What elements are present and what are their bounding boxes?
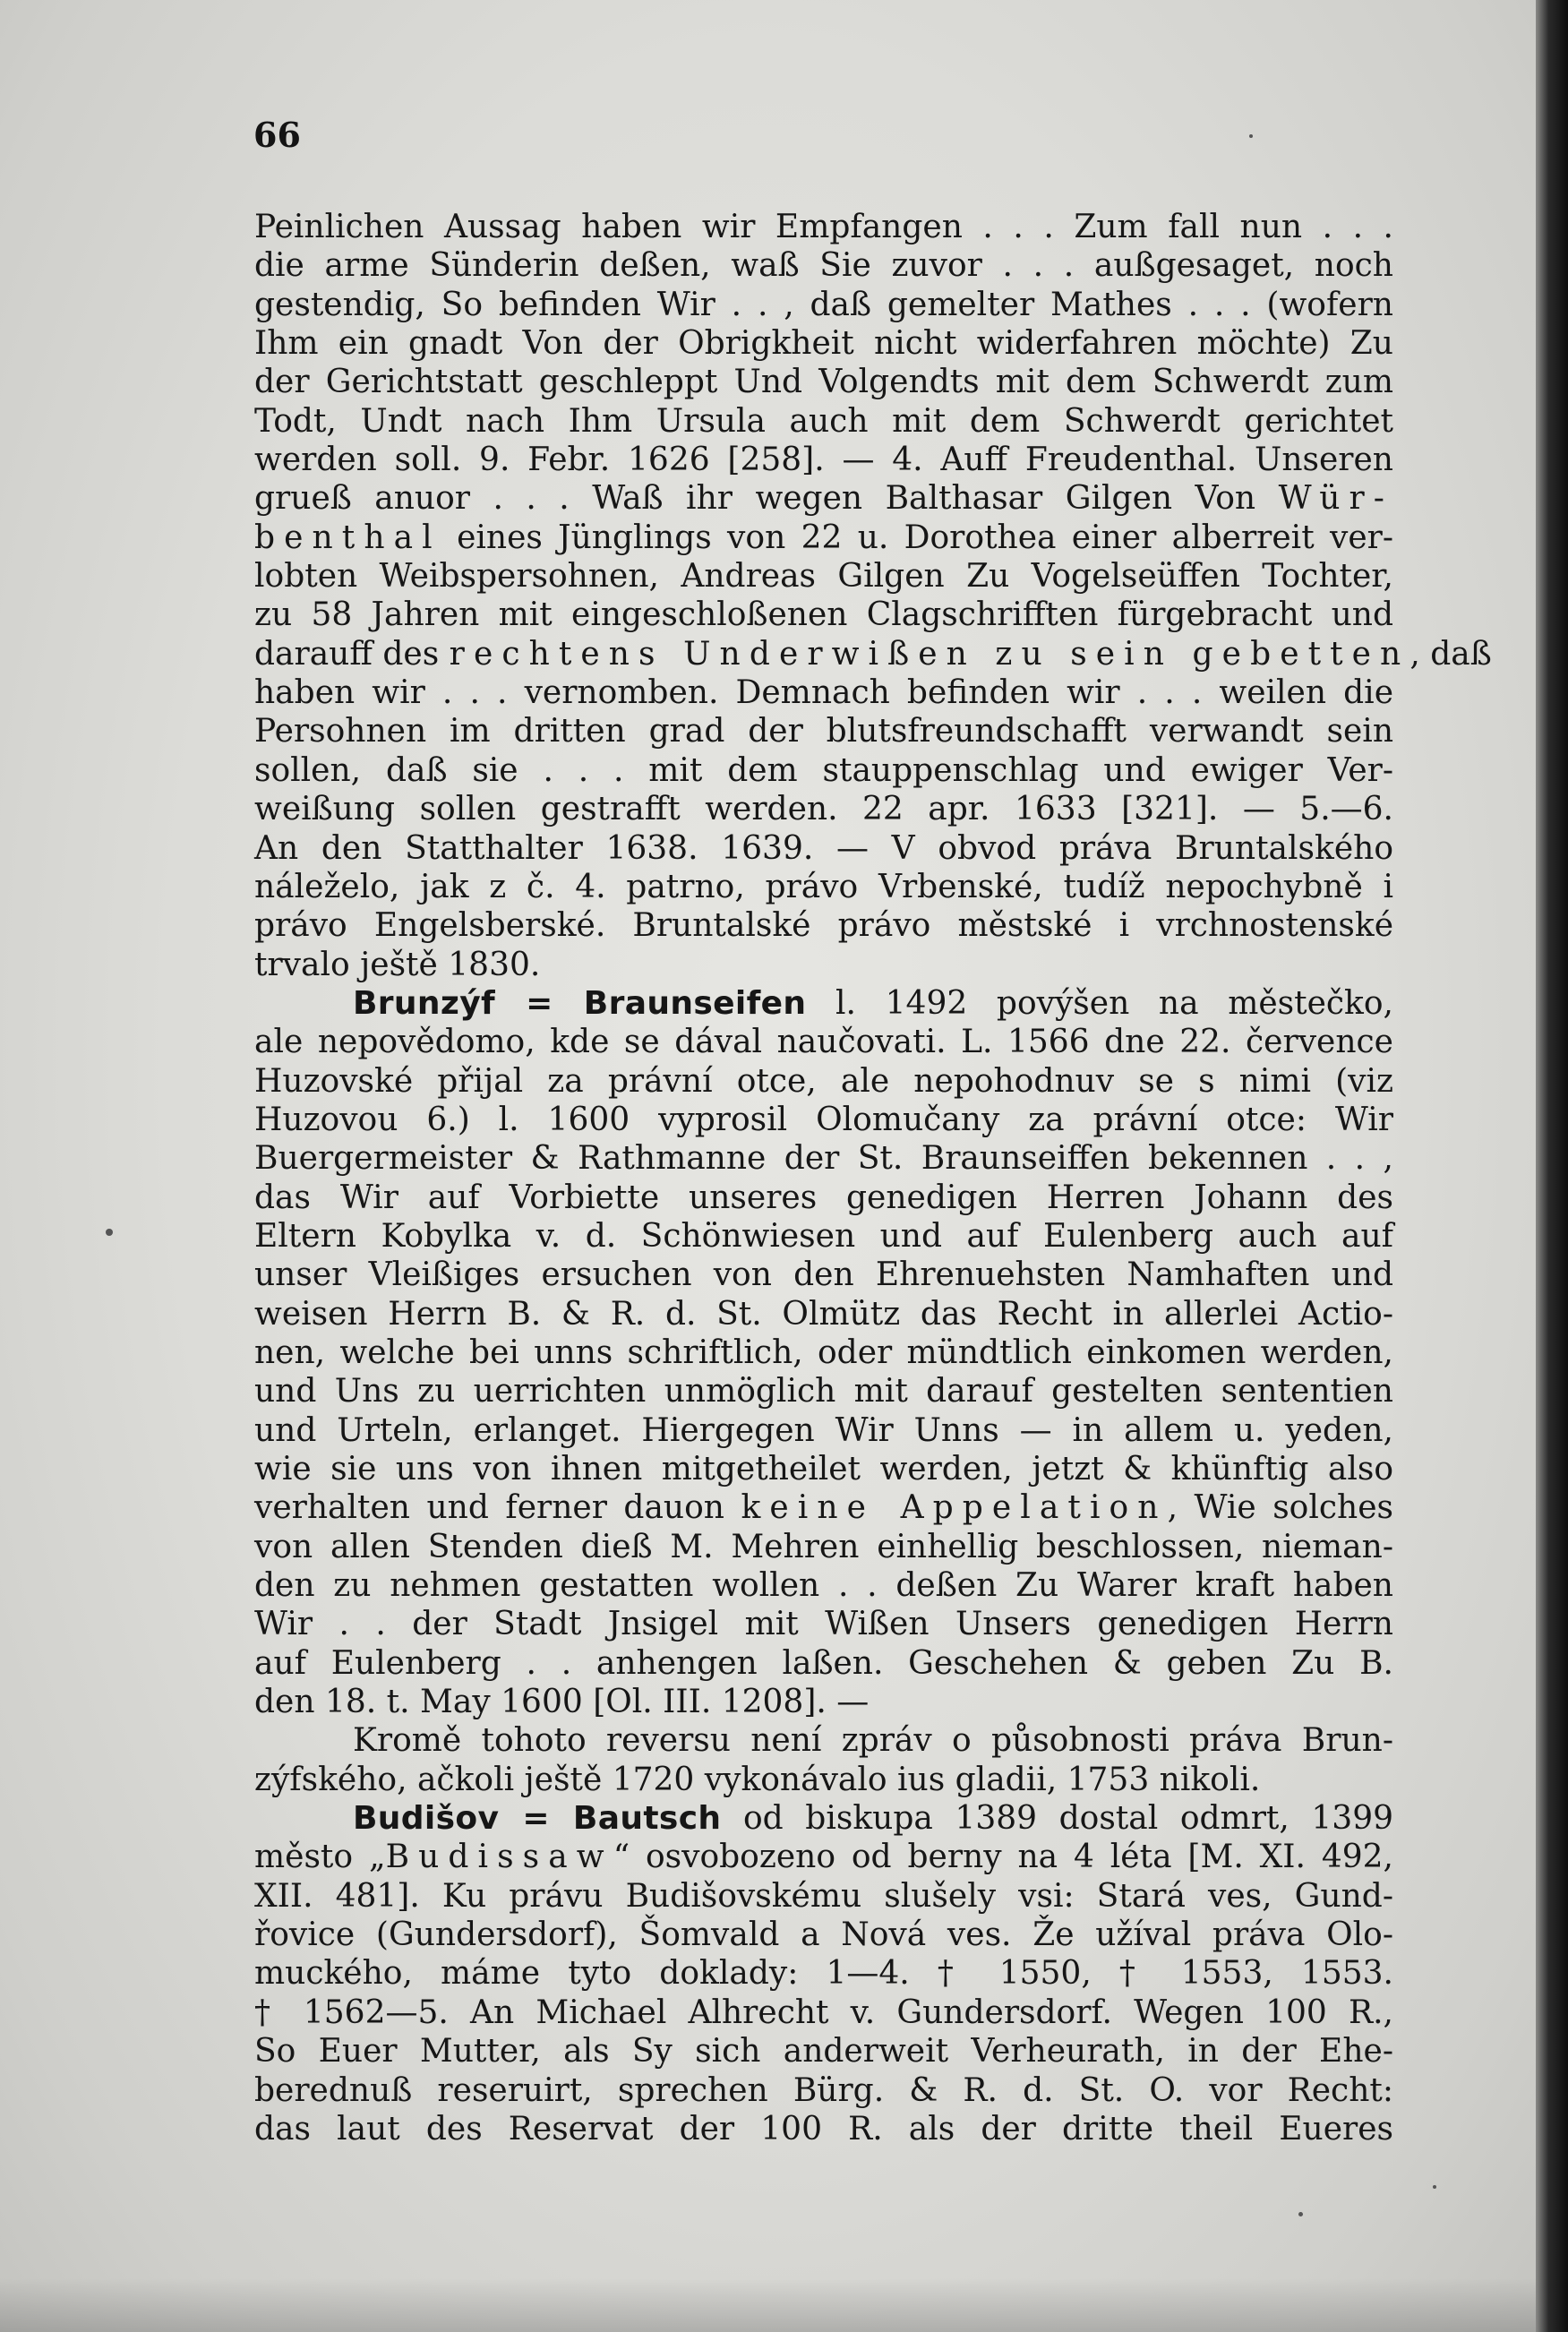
text-line: So Euer Mutter, als Sy sich anderweit Verheurath, in der Ehe- xyxy=(254,2033,1393,2071)
text-line: Kromě tohoto reversu není zpráv o působnosti práva Brun- xyxy=(353,1722,1393,1760)
text-line: zu 58 Jahren mit eingeschloßenen Clagschrifften fürgebracht und xyxy=(254,596,1393,634)
text-line: und Uns zu uerrichten unmöglich mit darauf gestelten sententien xyxy=(254,1373,1393,1410)
text-line: Buergermeister & Rathmanne der St. Braunseiffen bekennen . . , xyxy=(254,1140,1393,1178)
text-line: lobten Weibspersohnen, Andreas Gilgen Zu Vogelseüffen Tochter, xyxy=(254,558,1393,596)
text-line: XII. 481]. Ku právu Budišovskému slušely vsi: Stará ves, Gund- xyxy=(254,1877,1393,1915)
text-line: trvalo ještě 1830. xyxy=(254,946,541,983)
text-line: den zu nehmen gestatten wollen . . deßen Zu Warer kraft haben xyxy=(254,1567,1393,1605)
text-line: ale nepovědomo, kde se dával naučovati. L. 1566 dne 22. července xyxy=(254,1024,1393,1061)
text-line: zýfského, ačkoli ještě 1720 vykonávalo ius gladii, 1753 nikoli. xyxy=(254,1761,1261,1798)
text-line: náleželo, jak z č. 4. patrno, právo Vrbenské, tudíž nepochybně i xyxy=(254,868,1393,905)
text-line: Budišov = Bautsch od biskupa 1389 dostal odmrt, 1399 xyxy=(353,1800,1394,1838)
scan-speck xyxy=(1249,134,1253,138)
spaced-phrase: keine Appelation xyxy=(741,1489,1168,1527)
text-line: právo Engelsberské. Bruntalské právo městské i vrchnostenské xyxy=(254,907,1393,945)
entry-heading-budisov: Budišov = Bautsch xyxy=(353,1800,722,1838)
text-line: auf Eulenberg . . anhengen laßen. Geschehen & geben Zu B. xyxy=(254,1644,1393,1682)
spaced-place-name: Budissaw xyxy=(385,1839,613,1876)
text-line: benthal eines Jünglings von 22 u. Dorothea einer alberreit ver- xyxy=(254,519,1393,556)
text-line: unser Vleißiges ersuchen von den Ehrenuehsten Namhaften und xyxy=(254,1256,1393,1294)
text-line: berednuß reseruirt, sprechen Bürg. & R. d. St. O. vor Recht: xyxy=(254,2071,1393,2109)
text-line: An den Statthalter 1638. 1639. — V obvod práva Bruntalského xyxy=(254,829,1393,867)
text-line: Brunzýf = Braunseifen l. 1492 povýšen na městečko, xyxy=(353,984,1393,1022)
scan-speck xyxy=(1298,2212,1303,2216)
text-line: Persohnen im dritten grad der blutsfreundschafft verwandt sein xyxy=(254,713,1393,750)
text-line: sollen, daß sie . . . mit dem stauppenschlag und ewiger Ver- xyxy=(254,751,1393,789)
body-text xyxy=(254,208,1492,2148)
text-line: Ihm ein gnadt Von der Obrigkheit nicht widerfahren möchte) Zu xyxy=(254,325,1393,363)
spaced-place-name: benthal xyxy=(254,519,441,556)
text-line: wie sie uns von ihnen mitgetheilet werden, jetzt & khünftig also xyxy=(254,1451,1393,1488)
text-line: řovice (Gundersdorf), Šomvald a Nová ves. Že užíval práva Olo- xyxy=(254,1916,1393,1954)
text-line: haben wir . . . vernomben. Demnach befinden wir . . . weilen die xyxy=(254,674,1393,712)
page-number: 66 xyxy=(253,115,301,155)
spaced-phrase: rechtens Underwißen zu sein gebetten xyxy=(449,635,1410,673)
page-edge-shadow xyxy=(1536,0,1568,2332)
text-line: Huzovou 6.) l. 1600 vyprosil Olomučany za právní otce: Wir xyxy=(254,1101,1393,1138)
text-line: das Wir auf Vorbiette unseres genedigen Herren Johann des xyxy=(254,1179,1393,1216)
text-line: von allen Stenden dieß M. Mehren einhellig beschlossen, nieman- xyxy=(254,1528,1393,1565)
text-line: Huzovské přijal za právní otce, ale nepohodnuv se s nimi (viz xyxy=(254,1062,1393,1100)
spaced-place-name: Wür- xyxy=(1278,480,1393,518)
scan-speck xyxy=(106,1229,113,1236)
text-line: grueß anuor . . . Waß ihr wegen Balthasar Gilgen Von Wür- xyxy=(254,480,1393,518)
text-line: werden soll. 9. Febr. 1626 [258]. — 4. Auff Freudenthal. Unseren xyxy=(254,442,1393,479)
text-line: město „Budissaw“ osvobozeno od berny na 4 léta [M. XI. 492, xyxy=(254,1839,1393,1876)
text-line: Eltern Kobylka v. d. Schönwiesen und auf Eulenberg auch auf xyxy=(254,1217,1393,1255)
scan-speck xyxy=(1433,2185,1436,2189)
text-line: und Urteln, erlanget. Hiergegen Wir Unns — in allem u. yeden, xyxy=(254,1411,1393,1449)
page-bottom-shade xyxy=(0,2278,1536,2332)
text-line: die arme Sünderin deßen, waß Sie zuvor . . . außgesaget, noch xyxy=(254,247,1393,285)
text-line: † 1562—5. An Michael Alhrecht v. Gundersdorf. Wegen 100 R., xyxy=(254,1993,1393,2031)
text-line: verhalten und ferner dauon keine Appelation, Wie solches xyxy=(254,1489,1393,1527)
text-line: nen, welche bei unns schriftlich, oder mündtlich einkomen werden, xyxy=(254,1333,1393,1371)
text-line: Peinlichen Aussag haben wir Empfangen . . . Zum fall nun . . . xyxy=(254,209,1393,245)
text-line: muckého, máme tyto doklady: 1—4. † 1550, † 1553, 1553. xyxy=(254,1955,1393,1993)
text-line: darauff des rechtens Underwißen zu sein gebetten, daß xyxy=(254,635,1492,673)
text-line: gestendig, So befinden Wir . . , daß gemelter Mathes . . . (wofern xyxy=(254,286,1393,323)
text-line: Wir . . der Stadt Jnsigel mit Wißen Unsers genedigen Herrn xyxy=(254,1606,1393,1643)
text-line: den 18. t. May 1600 [Ol. III. 1208]. — xyxy=(254,1684,870,1721)
text-line: Todt, Undt nach Ihm Ursula auch mit dem Schwerdt gerichtet xyxy=(254,402,1393,440)
text-line: weißung sollen gestrafft werden. 22 apr. 1633 [321]. — 5.—6. xyxy=(254,791,1393,828)
text-line: der Gerichtstatt geschleppt Und Volgendts mit dem Schwerdt zum xyxy=(254,364,1393,401)
text-line: weisen Herrn B. & R. d. St. Olmütz das Recht in allerlei Actio- xyxy=(254,1295,1393,1333)
entry-heading-brunzyf: Brunzýf = Braunseifen xyxy=(353,984,807,1022)
text-line: das laut des Reservat der 100 R. als der dritte theil Eueres xyxy=(254,2110,1393,2148)
